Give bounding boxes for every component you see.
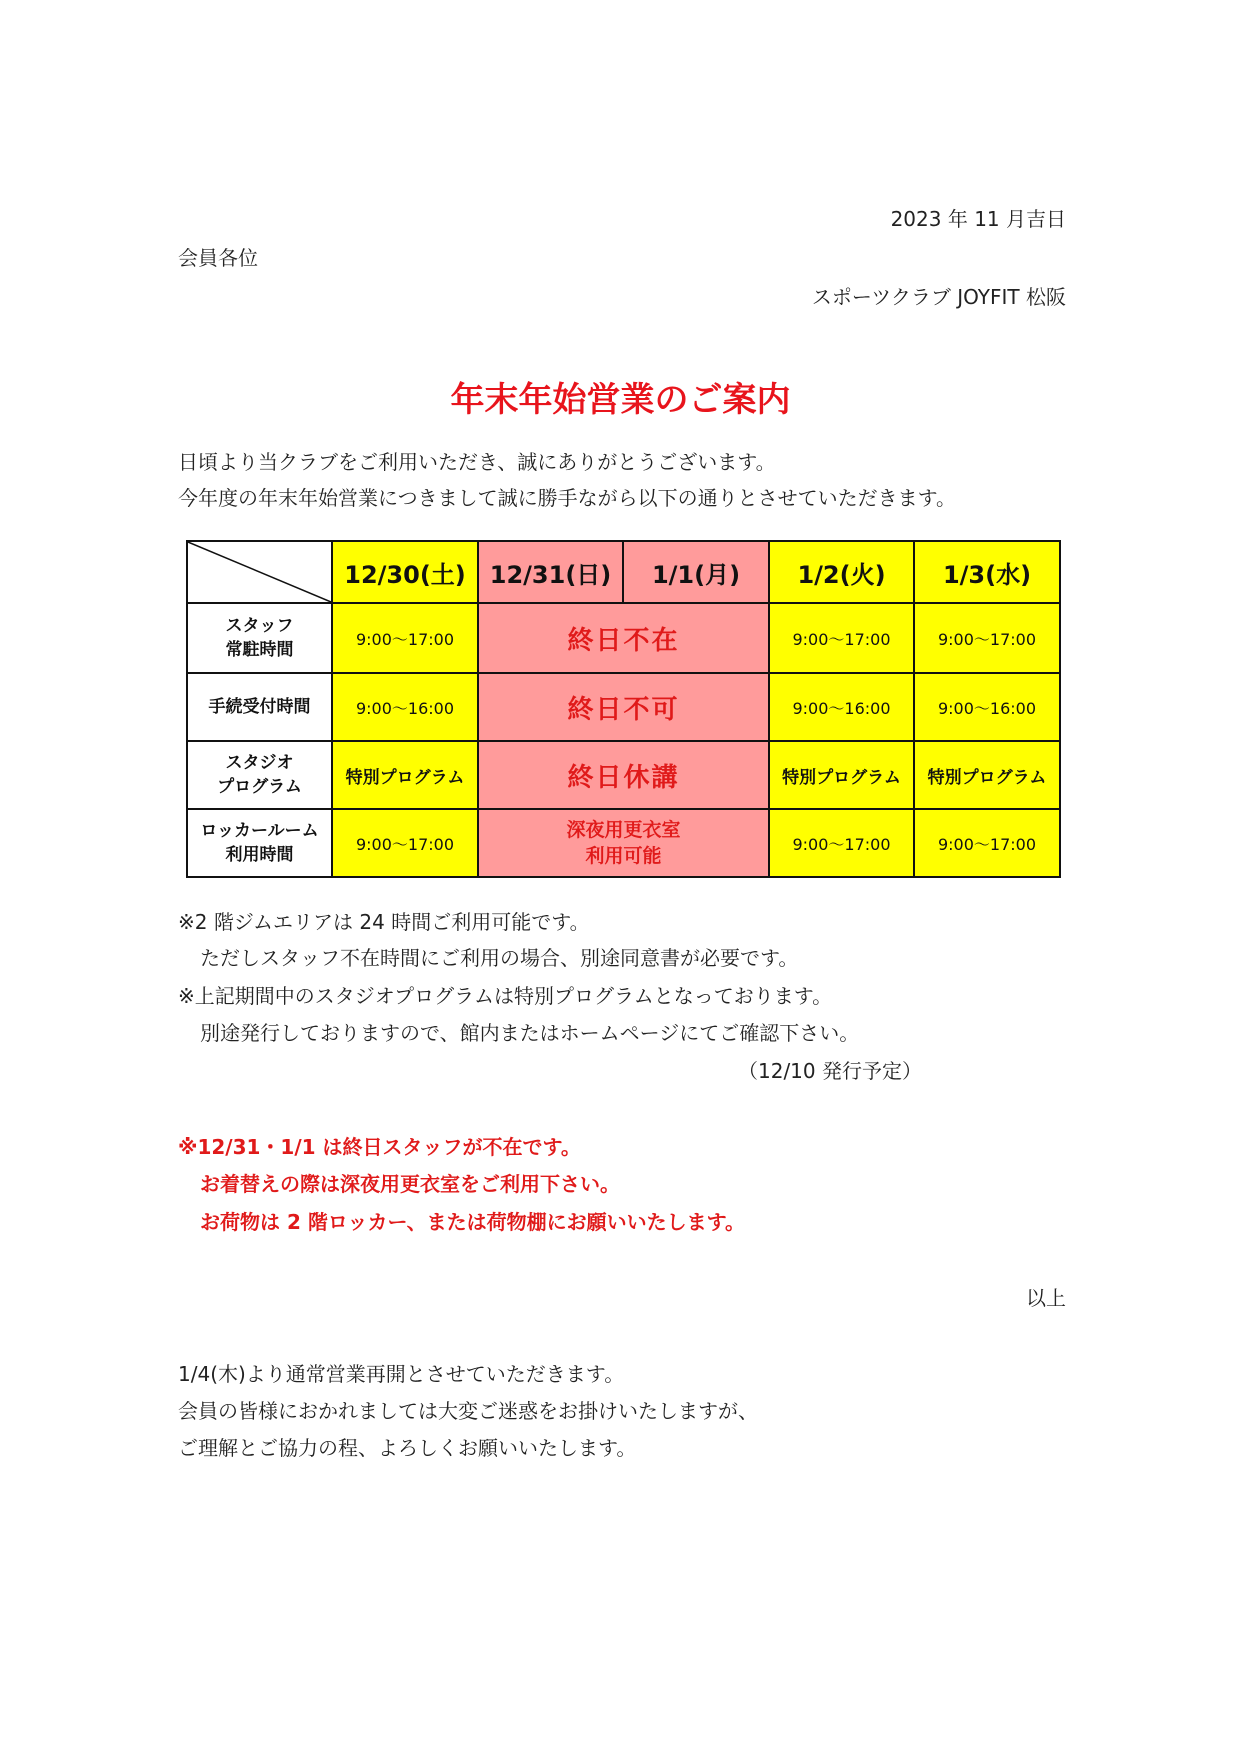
col-header-0101: 1/1(月) <box>623 541 769 603</box>
warning-line: ※12/31・1/1 は終日スタッフが不在です。 <box>178 1135 581 1159</box>
locker-closed-line: 利用可能 <box>585 845 662 867</box>
corner-cell <box>187 541 332 603</box>
col-header-0103: 1/3(水) <box>914 541 1060 603</box>
row-label-line: 手続受付時間 <box>208 697 311 717</box>
row-label-line: プログラム <box>217 777 302 797</box>
closing: 以上 <box>1026 1286 1066 1310</box>
row-label-staff <box>187 603 332 673</box>
cell-studio-0103: 特別プログラム <box>914 741 1060 809</box>
row-label-line: 常駐時間 <box>225 640 294 660</box>
table-header-row <box>187 541 1060 603</box>
row-label-line: スタジオ <box>225 753 294 773</box>
note-line: ※2 階ジムエリアは 24 時間ご利用可能です。 <box>178 910 590 934</box>
intro-line-2: 今年度の年末年始営業につきまして誠に勝手ながら以下の通りとさせていただきます。 <box>178 486 956 510</box>
cell-staff-closed: 終日不在 <box>478 603 769 673</box>
row-label-procedure <box>187 673 332 741</box>
cell-studio-1230: 特別プログラム <box>332 741 478 809</box>
note-line: ただしスタッフ不在時間にご利用の場合、別途同意書が必要です。 <box>200 946 799 970</box>
page-title: 年末年始営業のご案内 <box>450 380 791 420</box>
cell-staff-0103: 9:00～17:00 <box>914 603 1060 673</box>
row-label-studio <box>187 741 332 809</box>
footer-line: 1/4(木)より通常営業再開とさせていただきます。 <box>178 1362 625 1386</box>
cell-locker-1230: 9:00～17:00 <box>332 809 478 877</box>
cell-locker-closed <box>478 809 769 877</box>
col-header-0102: 1/2(火) <box>769 541 914 603</box>
footer-line: 会員の皆様におかれましては大変ご迷惑をお掛けいたしますが、 <box>178 1399 758 1423</box>
schedule-table <box>186 540 1061 878</box>
cell-procedure-closed: 終日不可 <box>478 673 769 741</box>
cell-staff-0102: 9:00～17:00 <box>769 603 914 673</box>
cell-staff-1230: 9:00～17:00 <box>332 603 478 673</box>
recipient: 会員各位 <box>178 246 258 270</box>
row-label-line: 利用時間 <box>225 845 294 865</box>
cell-locker-0102: 9:00～17:00 <box>769 809 914 877</box>
table-row <box>187 603 1060 673</box>
diagonal-line <box>188 542 331 602</box>
col-header-1231: 12/31(日) <box>478 541 623 603</box>
intro-line-1: 日頃より当クラブをご利用いただき、誠にありがとうございます。 <box>178 450 776 474</box>
cell-locker-0103: 9:00～17:00 <box>914 809 1060 877</box>
table-row <box>187 741 1060 809</box>
sender: スポーツクラブ JOYFIT 松阪 <box>811 285 1066 309</box>
note-line: （12/10 発行予定） <box>738 1059 922 1083</box>
note-line: ※上記期間中のスタジオプログラムは特別プログラムとなっております。 <box>178 984 833 1008</box>
cell-procedure-1230: 9:00～16:00 <box>332 673 478 741</box>
table-row <box>187 673 1060 741</box>
cell-studio-0102: 特別プログラム <box>769 741 914 809</box>
row-label-line: ロッカールーム <box>200 821 319 841</box>
cell-procedure-0103: 9:00～16:00 <box>914 673 1060 741</box>
cell-studio-closed: 終日休講 <box>478 741 769 809</box>
cell-procedure-0102: 9:00～16:00 <box>769 673 914 741</box>
row-label-line: スタッフ <box>225 616 294 636</box>
col-header-1230: 12/30(土) <box>332 541 478 603</box>
note-line: 別途発行しておりますので、館内またはホームページにてご確認下さい。 <box>200 1021 860 1045</box>
warning-line: お着替えの際は深夜用更衣室をご利用下さい。 <box>200 1172 620 1196</box>
table-row <box>187 809 1060 877</box>
locker-closed-line: 深夜用更衣室 <box>566 819 681 841</box>
row-label-locker <box>187 809 332 877</box>
warning-line: お荷物は 2 階ロッカー、または荷物棚にお願いいたします。 <box>200 1210 746 1234</box>
issue-date: 2023 年 11 月吉日 <box>890 207 1066 231</box>
footer-line: ご理解とご協力の程、よろしくお願いいたします。 <box>178 1436 637 1460</box>
